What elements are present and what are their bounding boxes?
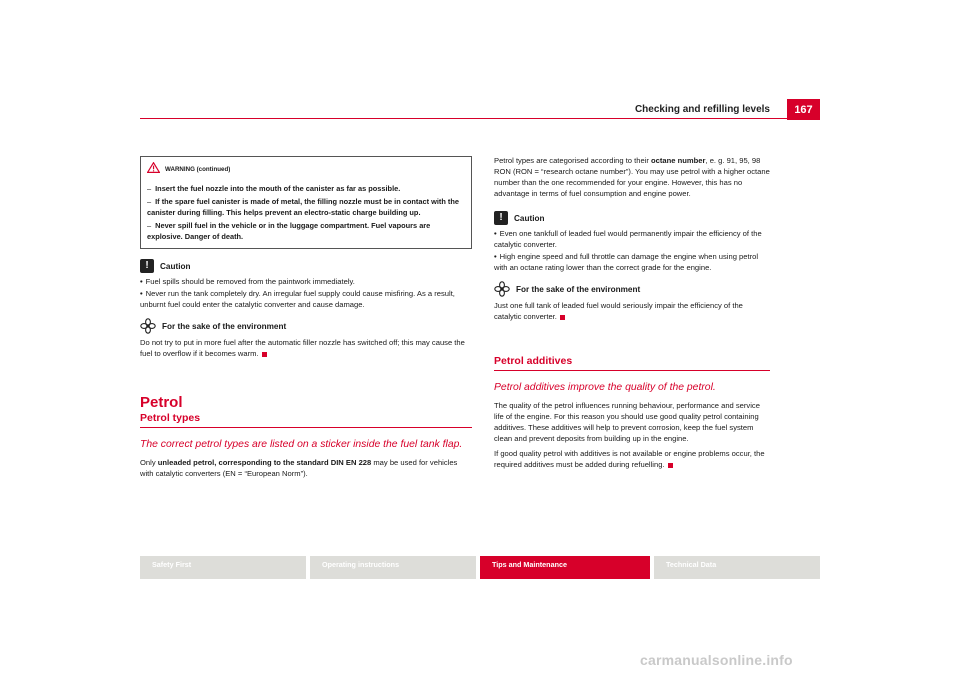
footer-tab-tips-and-maintenance[interactable]: Tips and Maintenance: [480, 556, 650, 579]
section-title: Petrol: [140, 394, 183, 411]
caution-bullet: • Fuel spills should be removed from the paintwork immediately.: [140, 277, 355, 286]
warning-item: – Insert the fuel nozzle into the mouth of the canister as far as possible.: [147, 184, 401, 193]
warning-item: – If the spare fuel canister is made of metal, the filling nozzle must be in contact with the canister during filling. This helps prevent an electro-static charge building up.: [147, 197, 460, 217]
running-header-title: Checking and refilling levels: [634, 104, 770, 115]
caution-heading: ! Caution: [494, 211, 770, 225]
warning-item: – Never spill fuel in the vehicle or in the luggage compartment. Fuel vapours are explosive. Danger of death.: [147, 221, 431, 241]
section-end-marker: [262, 352, 267, 357]
subsection-intro: The correct petrol types are listed on a sticker inside the fuel tank flap.: [140, 439, 463, 450]
page-number: 167: [787, 99, 820, 120]
watermark: carmanualsonline.info: [640, 652, 793, 668]
caution-exclamation-icon: !: [140, 259, 154, 273]
footer-tab-operating-instructions[interactable]: Operating instructions: [310, 556, 476, 579]
environment-flower-icon: [140, 318, 156, 334]
warning-triangle-icon: [147, 162, 160, 177]
environment-flower-icon: [494, 281, 510, 297]
warning-heading: [147, 162, 465, 177]
environment-heading: For the sake of the environment: [494, 281, 770, 297]
environment-text: Just one full tank of leaded fuel would seriously impair the efficiency of the catalytic converter.: [494, 301, 743, 321]
section-end-marker: [668, 463, 673, 468]
body-paragraph: Only unleaded petrol, corresponding to the standard DIN EN 228 may be used for vehicles with catalytic converters (EN = “European Norm”).: [140, 458, 458, 478]
environment-heading: For the sake of the environment: [140, 318, 472, 334]
right-column: [494, 155, 770, 474]
subsection-title: Petrol types: [140, 413, 472, 428]
warning-box: [140, 156, 472, 249]
body-paragraph: Petrol types are categorised according to their octane number, e. g. 91, 95, 98 RON (RON = “research octane number”). You may use petrol with a higher octane number than the one recommended for your engine. However, this has no advantage in terms of fuel consumption and engine power.: [494, 156, 770, 198]
caution-exclamation-icon: !: [494, 211, 508, 225]
warning-heading-text: WARNING (continued): [165, 166, 231, 173]
caution-heading: ! Caution: [140, 259, 472, 273]
subsection-intro: Petrol additives improve the quality of the petrol.: [494, 382, 716, 393]
subsection-title: Petrol additives: [494, 356, 770, 371]
header-rule: [140, 118, 820, 119]
caution-bullet: • High engine speed and full throttle can damage the engine when using petrol with an octane rating lower than the correct grade for the engine.: [494, 252, 759, 272]
environment-text: Do not try to put in more fuel after the automatic filler nozzle has switched off; this may cause the fuel to overflow if it becomes warm.: [140, 338, 465, 358]
body-paragraph: If good quality petrol with additives is not available or engine problems occur, the required additives must be added during refuelling.: [494, 449, 765, 469]
caution-bullet: • Never run the tank completely dry. An irregular fuel supply could cause misfiring. As a result, unburnt fuel could enter the catalytic converter and cause damage.: [140, 289, 455, 309]
footer-tab-safety-first[interactable]: Safety First: [140, 556, 306, 579]
caution-bullet: • Even one tankfull of leaded fuel would permanently impair the efficiency of the catalytic converter.: [494, 229, 762, 249]
body-paragraph: The quality of the petrol influences running behaviour, performance and service life of the engine. For this reason you should use good quality petrol containing additives. These additives will help to prevent corrosion, keep the fuel system clean and prevent deposits from building up in the engine.: [494, 401, 760, 443]
footer-tab-technical-data[interactable]: Technical Data: [654, 556, 820, 579]
left-column: [140, 156, 472, 483]
section-end-marker: [560, 315, 565, 320]
